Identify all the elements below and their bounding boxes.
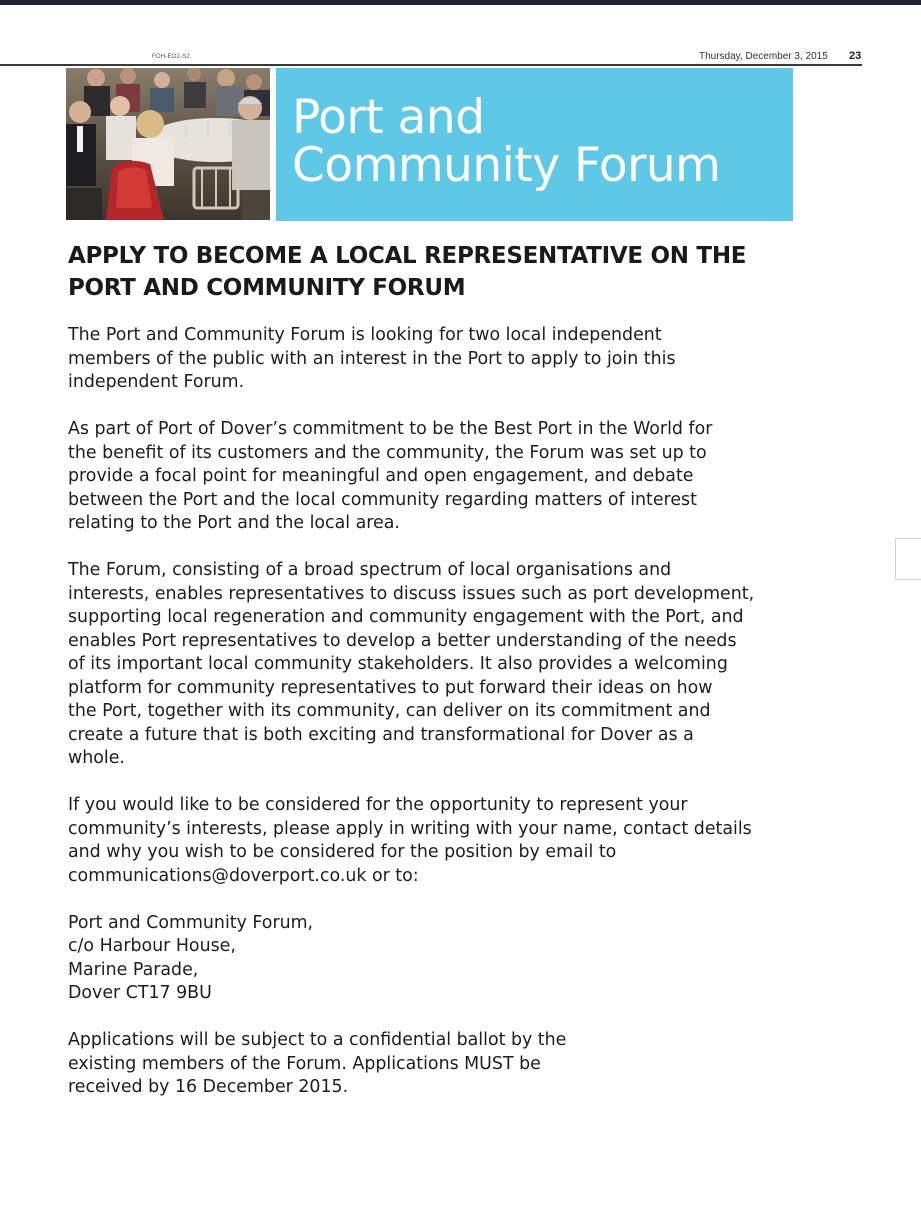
address-line: Port and Community Forum, — [68, 912, 314, 933]
forum-banner — [276, 68, 793, 221]
banner-title-line-2: Community Forum — [292, 138, 721, 193]
address-line: c/o Harbour House, — [68, 936, 236, 956]
paragraph-forum-role — [68, 559, 868, 771]
text-line: The Forum, consisting of a broad spectrum of local organisations and — [68, 560, 672, 580]
page-edge-tab[interactable] — [895, 538, 921, 580]
text-line: As part of Port of Dover’s commitment to be the Best Port in the World for — [68, 419, 713, 439]
article-body — [68, 324, 868, 1123]
article-headline — [68, 240, 828, 304]
text-line: between the Port and the local community regarding matters of interest — [68, 489, 697, 510]
forum-meeting-photo-illustration — [66, 68, 270, 220]
edition-code: FOH-EO2-S2 — [152, 54, 191, 60]
text-line: and why you wish to be considered for the position by email to — [68, 842, 617, 862]
paragraph-deadline — [68, 1029, 868, 1100]
text-line: provide a focal point for meaningful and open engagement, and debate — [68, 466, 694, 486]
text-line: community’s interests, please apply in writing with your name, contact details — [68, 818, 752, 839]
text-line: relating to the Port and the local area. — [68, 513, 400, 533]
text-line: interests, enables representatives to discuss issues such as port development, — [68, 583, 755, 604]
text-line: The Port and Community Forum is looking for two local independent — [68, 325, 662, 345]
text-line: platform for community representatives to put forward their ideas on how — [68, 677, 713, 698]
text-line: existing members of the Forum. Applications MUST be — [68, 1053, 541, 1074]
text-line: Applications will be subject to a confidential ballot by the — [68, 1030, 567, 1050]
address-line: Marine Parade, — [68, 959, 199, 980]
text-line: whole. — [68, 748, 125, 768]
headline-line-1: APPLY TO BECOME A LOCAL REPRESENTATIVE ON THE — [68, 243, 747, 269]
headline-line-2: PORT AND COMMUNITY FORUM — [68, 275, 466, 301]
text-line: independent Forum. — [68, 372, 245, 392]
paragraph-commitment — [68, 418, 868, 536]
address-line: Dover CT17 9BU — [68, 983, 212, 1003]
text-line: the Port, together with its community, can deliver on its commitment and — [68, 701, 711, 721]
contact-email-line: communications@doverport.co.uk or to: — [68, 865, 419, 886]
banner-title-line-1: Port and — [292, 90, 485, 145]
paragraph-how-to-apply — [68, 794, 868, 888]
text-line: of its important local community stakeholders. It also provides a welcoming — [68, 654, 728, 674]
text-line: If you would like to be considered for the opportunity to represent your — [68, 795, 688, 815]
text-line: members of the public with an interest in the Port to apply to join this — [68, 348, 676, 369]
text-line: received by 16 December 2015. — [68, 1077, 349, 1097]
text-line: supporting local regeneration and community engagement with the Port, and — [68, 607, 744, 627]
paragraph-intro — [68, 324, 868, 395]
page-number: 23 — [849, 50, 862, 62]
forum-meeting-photo — [66, 68, 270, 220]
top-bar — [0, 0, 921, 5]
text-line: enables Port representatives to develop a better understanding of the needs — [68, 630, 737, 651]
banner-title — [292, 90, 721, 193]
issue-date: Thursday, December 3, 2015 — [699, 51, 828, 62]
text-line: the benefit of its customers and the community, the Forum was set up to — [68, 442, 707, 463]
text-line: create a future that is both exciting and transformational for Dover as a — [68, 724, 694, 745]
postal-address — [68, 912, 868, 1006]
header-rule — [0, 64, 862, 66]
